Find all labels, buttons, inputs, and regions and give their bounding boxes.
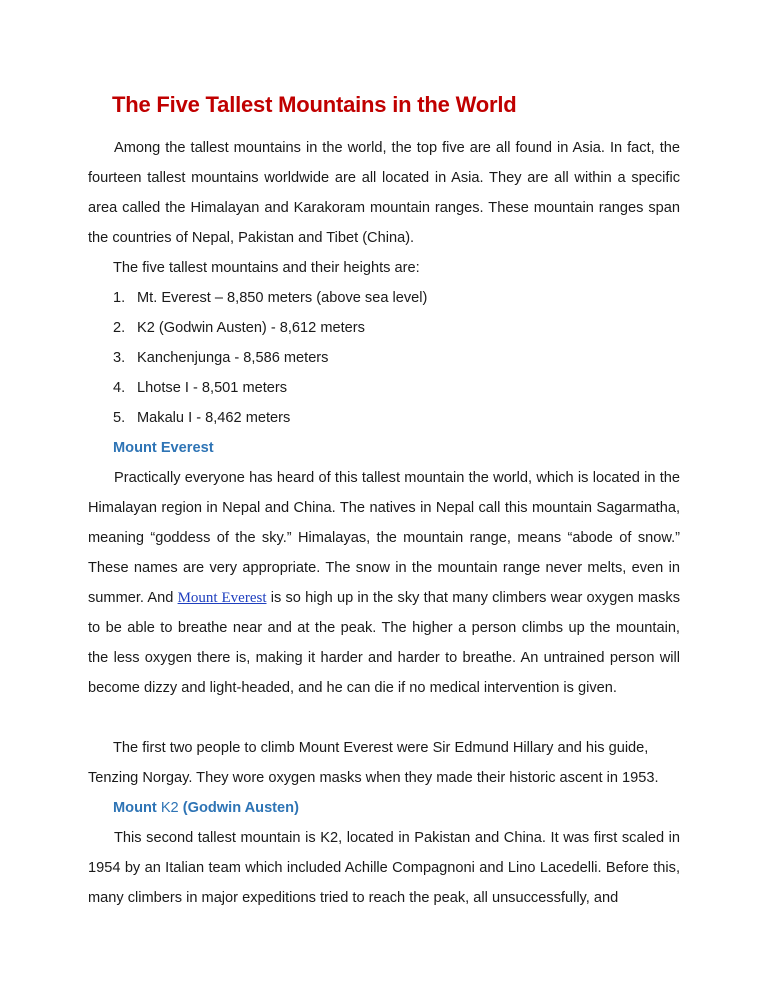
- list-number: 4.: [113, 380, 126, 396]
- list-item: [113, 313, 365, 343]
- list-item: [113, 343, 328, 373]
- k2-heading-part-2: K2: [160, 800, 179, 816]
- list-text: K2 (Godwin Austen) - 8,612 meters: [137, 320, 365, 336]
- mount-everest-link[interactable]: Mount Everest: [177, 590, 267, 606]
- list-number: 5.: [113, 410, 126, 426]
- everest-paragraph: [88, 463, 680, 703]
- list-item: [113, 283, 427, 313]
- intro-paragraph: Among the tallest mountains in the world, the top five are all found in Asia. In fact, the fourteen tallest mountains worldwide are all located in Asia. They are all within a specific area called the Himalayan and Karakoram mountain ranges. These mountain ranges span the countries of Nepal, Pakistan and Tibet (China).: [88, 140, 680, 246]
- document-title: The Five Tallest Mountains in the World: [112, 92, 517, 117]
- section-heading-everest: Mount Everest: [113, 440, 214, 456]
- list-number: 2.: [113, 320, 126, 336]
- list-text: Makalu I - 8,462 meters: [137, 410, 291, 426]
- list-text: Kanchenjunga - 8,586 meters: [137, 350, 329, 366]
- section-heading-k2: [113, 793, 299, 823]
- list-item: [113, 373, 287, 403]
- k2-paragraph: This second tallest mountain is K2, located in Pakistan and China. It was first scaled in 1954 by an Italian team which included Achille Compagnoni and Lino Lacedelli. Before this, many climbers in major expeditions tried to reach the peak, all unsuccessfully, and: [88, 830, 680, 906]
- list-number: 1.: [113, 290, 126, 306]
- list-text: Lhotse I - 8,501 meters: [137, 380, 288, 396]
- list-intro: The five tallest mountains and their heights are:: [113, 260, 420, 276]
- everest-text-after: is so high up in the sky that many climbers wear oxygen masks to be able to breathe near and at the peak. The higher a person climbs up the mountain, the less oxygen there is, making it harder and harder to breathe. An untrained person will become dizzy and light-headed, and he can die if no medical intervention is given.: [88, 590, 681, 696]
- everest-paragraph-2-line-1: The first two people to climb Mount Everest were Sir Edmund Hillary and his guide,: [113, 740, 649, 756]
- list-text: Mt. Everest – 8,850 meters (above sea level): [137, 290, 428, 306]
- everest-paragraph-2-line-2: Tenzing Norgay. They wore oxygen masks when they made their historic ascent in 1953.: [88, 770, 659, 786]
- k2-heading-part-1: Mount: [113, 800, 161, 816]
- everest-text-before: Practically everyone has heard of this tallest mountain the world, which is located in the Himalayan region in Nepal and China. The natives in Nepal call this mountain Sagarmatha, meaning “goddess of the sky.” Himalayas, the mountain range, means “abode of snow.” These names are very appropriate. The snow in the mountain range never melts, even in summer. And: [88, 470, 680, 606]
- k2-heading-part-3: (Godwin Austen): [178, 800, 299, 816]
- list-number: 3.: [113, 350, 126, 366]
- list-item: [113, 403, 290, 433]
